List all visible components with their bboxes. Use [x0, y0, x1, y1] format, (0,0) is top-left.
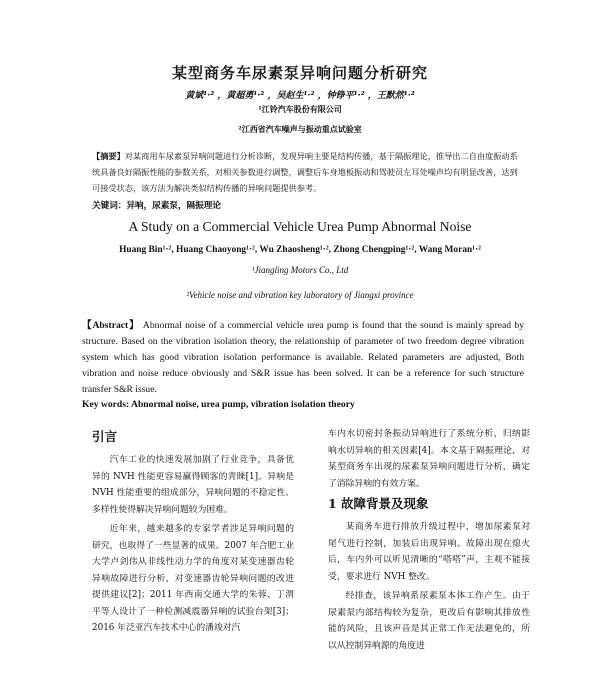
keywords-cn-label: 关键词：	[92, 201, 127, 211]
body-paragraph: 某商务车进行排放升级过程中，增加尿素泵对尾气进行控制，加装后出现异响。故障出现在熄火后，车内外可以听见清晰的“嗒嗒”声，主观不能接受，要求进行 NVH 整改。	[328, 522, 530, 582]
keywords-en-label: Key words:	[82, 399, 130, 410]
abstract-cn	[92, 148, 524, 196]
keywords-en	[82, 399, 355, 410]
body-column-right	[328, 426, 530, 657]
keywords-cn	[92, 199, 221, 211]
abstract-cn-label: 【摘要】	[92, 151, 125, 161]
authors-en: Huang Bin¹·², Huang Chaoyong¹·², Wu Zhaosheng¹·², Zhong Chengping¹·², Wang Moran¹·²	[119, 245, 481, 255]
authors-cn: 黄斌¹·² ，黄超勇¹·² ，吴赵生¹·² ，钟铮平¹·² ，王默然¹·²	[185, 91, 415, 101]
abstract-en	[82, 318, 524, 398]
paper-title-en: A Study on a Commercial Vehicle Urea Pump Abnormal Noise	[128, 219, 472, 234]
body-column-left	[92, 426, 294, 640]
body-paragraph: 近年来，越来越多的专家学者涉足异响问题的研究，也取得了一些显著的成果。2007 年合肥工业大学卢剑伟从非线性动力学的角度对某变速器齿轮异响故障进行分析，对变速器齿轮异响问题的改进提供建议[2]；2011 年西南交通大学的朱蓉、丁渭平等人设计了一种检测减震器异响的试验台架[3]；2016 年泛亚汽车技术中心的潘竣对汽	[92, 524, 294, 633]
paper-title: 某型商务车尿素泵异响问题分析研究	[171, 64, 428, 82]
abstract-en-text: Abnormal noise of a commercial vehicle urea pump is found that the sound is mainly spread by structure. Based on the vibration isolation theory, the relationship of parameter of two freedom degree vibration system which has good vibration isolation performance is available. Related parameters are adjusted, Both vibration and noise reduce obviously and S&R issue has been solved. It can be a reference for such structure transfer S&R issue.	[82, 320, 524, 395]
section-heading-1: 1 故障背景及现象	[328, 496, 429, 511]
abstract-cn-text: 对某商用车尿素泵异响问题进行分析诊断，发现异响主要是结构传播，基于隔振理论，推导出二自由度振动系统具备良好隔振性能的参数关系，对相关参数进行调整，调整后车身地板振动和驾驶员左耳处噪声均有明显改善，达到可接受状态，该方法为解决类似结构传播的异响问题提供参考。	[92, 151, 518, 193]
body-paragraph: 汽车工业的快速发展加剧了行业竞争，具备优异的 NVH 性能更容易赢得顾客的青睐[1]。异响是 NVH 性能重要的组成部分，异响问题的不稳定性、多样性使得解决异响问题较为困难。	[92, 455, 294, 515]
affiliation-en-2: ²Vehicle noise and vibration key laboratory of Jiangxi province	[186, 290, 414, 300]
keywords-cn-text: 异响，尿素泵，隔振理论	[126, 201, 221, 211]
body-paragraph: 经排查，该异响系尿素泵本体工作产生。由于尿素泵内部结构较为复杂，更改后有影响其排放性能的风险，且该声音是其正常工作无法避免的，所以从控制异响源的角度进	[328, 591, 530, 651]
affiliation-cn-1: ¹江铃汽车股份有限公司	[258, 104, 342, 114]
affiliation-en-1: ¹Jiangling Motors Co., Ltd	[251, 265, 349, 275]
body-paragraph: 车内水切密封条振动异响进行了系统分析，归纳影响水切异响的相关因素[4]。本文基于隔振理论，对某型商务车出现的尿素泵异响问题进行分析，确定了消除异响的有效方案。	[328, 429, 530, 489]
affiliation-cn-2: ²江西省汽车噪声与振动重点试验室	[238, 124, 362, 134]
section-heading-intro: 引言	[92, 429, 118, 444]
keywords-en-text: Abnormal noise, urea pump, vibration isolation theory	[131, 399, 355, 410]
abstract-en-label: 【Abstract】	[82, 320, 140, 331]
